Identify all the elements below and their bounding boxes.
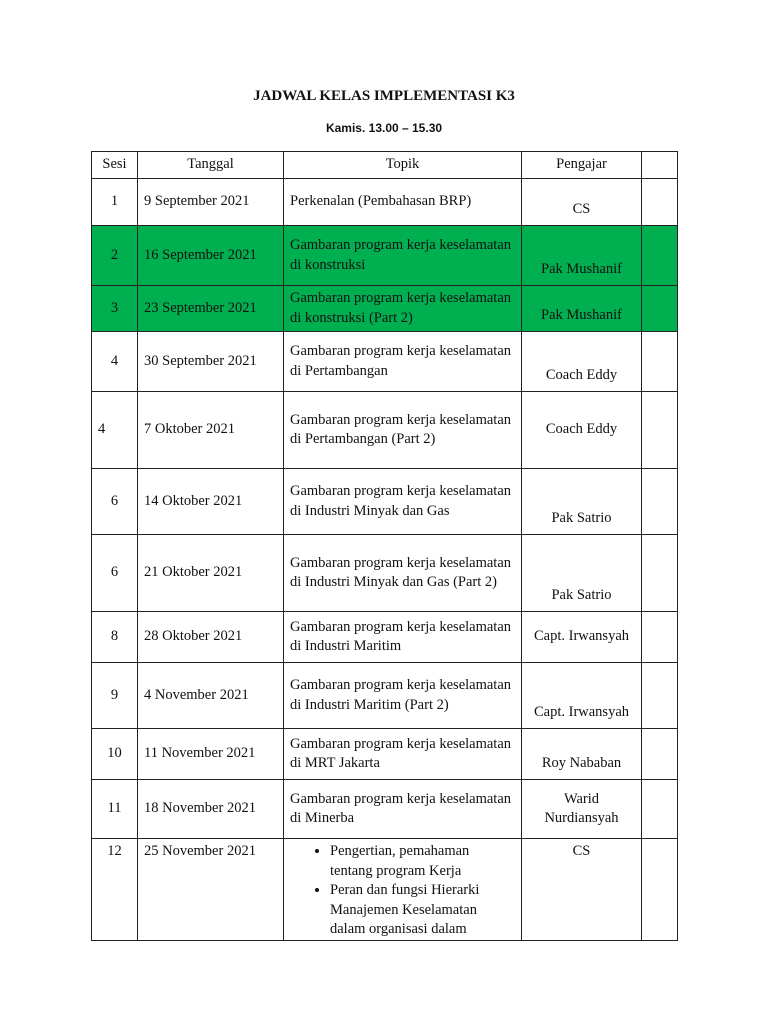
table-row [92, 535, 678, 612]
sesi-cell: 2 [92, 226, 138, 286]
table-row [92, 839, 678, 941]
header-row [92, 152, 678, 179]
sesi-cell: 4 [92, 392, 138, 469]
topik-bullet-list [284, 842, 515, 940]
pengajar-cell: Roy Nababan [522, 729, 642, 780]
list-item: • Peran dan fungsi Hierarki Manajemen Keselamatan dalam organisasi dalam [330, 881, 515, 940]
header-topik: Topik [284, 152, 522, 179]
header-sesi: Sesi [92, 152, 138, 179]
tanggal-cell: 4 November 2021 [138, 663, 284, 729]
table-row [92, 226, 678, 286]
tanggal-cell: 18 November 2021 [138, 780, 284, 839]
topik-cell: Gambaran program kerja keselamatan di Minerba [284, 780, 522, 839]
extra-cell [642, 729, 678, 780]
header-pengajar: Pengajar [522, 152, 642, 179]
extra-cell [642, 839, 678, 941]
table-row [92, 780, 678, 839]
pengajar-cell: Capt. Irwansyah [522, 612, 642, 663]
pengajar-cell: Coach Eddy [522, 392, 642, 469]
topik-cell: Gambaran program kerja keselamatan di Industri Minyak dan Gas [284, 469, 522, 535]
table-row [92, 392, 678, 469]
tanggal-cell: 23 September 2021 [138, 286, 284, 332]
extra-cell [642, 332, 678, 392]
topik-cell: Perkenalan (Pembahasan BRP) [284, 179, 522, 226]
tanggal-cell: 28 Oktober 2021 [138, 612, 284, 663]
table-row [92, 286, 678, 332]
topik-cell: Gambaran program kerja keselamatan di Industri Maritim (Part 2) [284, 663, 522, 729]
topik-cell: Gambaran program kerja keselamatan di konstruksi [284, 226, 522, 286]
pengajar-cell: Pak Satrio [522, 535, 642, 612]
pengajar-cell: Coach Eddy [522, 332, 642, 392]
table-row [92, 729, 678, 780]
sesi-cell: 10 [92, 729, 138, 780]
tanggal-cell: 30 September 2021 [138, 332, 284, 392]
sesi-cell: 4 [92, 332, 138, 392]
header-tanggal: Tanggal [138, 152, 284, 179]
header-extra [642, 152, 678, 179]
topik-cell: Gambaran program kerja keselamatan di konstruksi (Part 2) [284, 286, 522, 332]
extra-cell [642, 535, 678, 612]
sesi-cell: 1 [92, 179, 138, 226]
pengajar-cell: Capt. Irwansyah [522, 663, 642, 729]
pengajar-cell: CS [522, 179, 642, 226]
tanggal-cell: 14 Oktober 2021 [138, 469, 284, 535]
pengajar-cell: CS [522, 839, 642, 941]
table-row [92, 179, 678, 226]
topik-cell: Gambaran program kerja keselamatan di Industri Minyak dan Gas (Part 2) [284, 535, 522, 612]
pengajar-cell: Pak Mushanif [522, 286, 642, 332]
table-row [92, 663, 678, 729]
sesi-cell: 9 [92, 663, 138, 729]
extra-cell [642, 226, 678, 286]
pengajar-cell: Pak Mushanif [522, 226, 642, 286]
tanggal-cell: 21 Oktober 2021 [138, 535, 284, 612]
sesi-cell: 6 [92, 469, 138, 535]
tanggal-cell: 9 September 2021 [138, 179, 284, 226]
topik-cell: Gambaran program kerja keselamatan di Pertambangan (Part 2) [284, 392, 522, 469]
pengajar-cell: Pak Satrio [522, 469, 642, 535]
topik-cell: Gambaran program kerja keselamatan di Industri Maritim [284, 612, 522, 663]
extra-cell [642, 392, 678, 469]
document-subtitle: Kamis. 13.00 – 15.30 [325, 121, 443, 135]
document-title: JADWAL KELAS IMPLEMENTASI K3 [253, 88, 515, 104]
list-item: • Pengertian, pemahaman tentang program Kerja [330, 842, 515, 881]
extra-cell [642, 780, 678, 839]
table-row [92, 612, 678, 663]
extra-cell [642, 286, 678, 332]
tanggal-cell: 7 Oktober 2021 [138, 392, 284, 469]
sesi-cell: 8 [92, 612, 138, 663]
sesi-cell: 3 [92, 286, 138, 332]
schedule-table [91, 151, 678, 941]
topik-cell: Gambaran program kerja keselamatan di Pertambangan [284, 332, 522, 392]
sesi-cell: 12 [92, 839, 138, 941]
pengajar-cell: Warid Nurdiansyah [522, 780, 642, 839]
tanggal-cell: 16 September 2021 [138, 226, 284, 286]
topik-cell [284, 839, 522, 941]
sesi-cell: 11 [92, 780, 138, 839]
tanggal-cell: 25 November 2021 [138, 839, 284, 941]
topik-cell: Gambaran program kerja keselamatan di MRT Jakarta [284, 729, 522, 780]
extra-cell [642, 469, 678, 535]
extra-cell [642, 663, 678, 729]
extra-cell [642, 612, 678, 663]
sesi-cell: 6 [92, 535, 138, 612]
table-row [92, 469, 678, 535]
extra-cell [642, 179, 678, 226]
table-row [92, 332, 678, 392]
tanggal-cell: 11 November 2021 [138, 729, 284, 780]
